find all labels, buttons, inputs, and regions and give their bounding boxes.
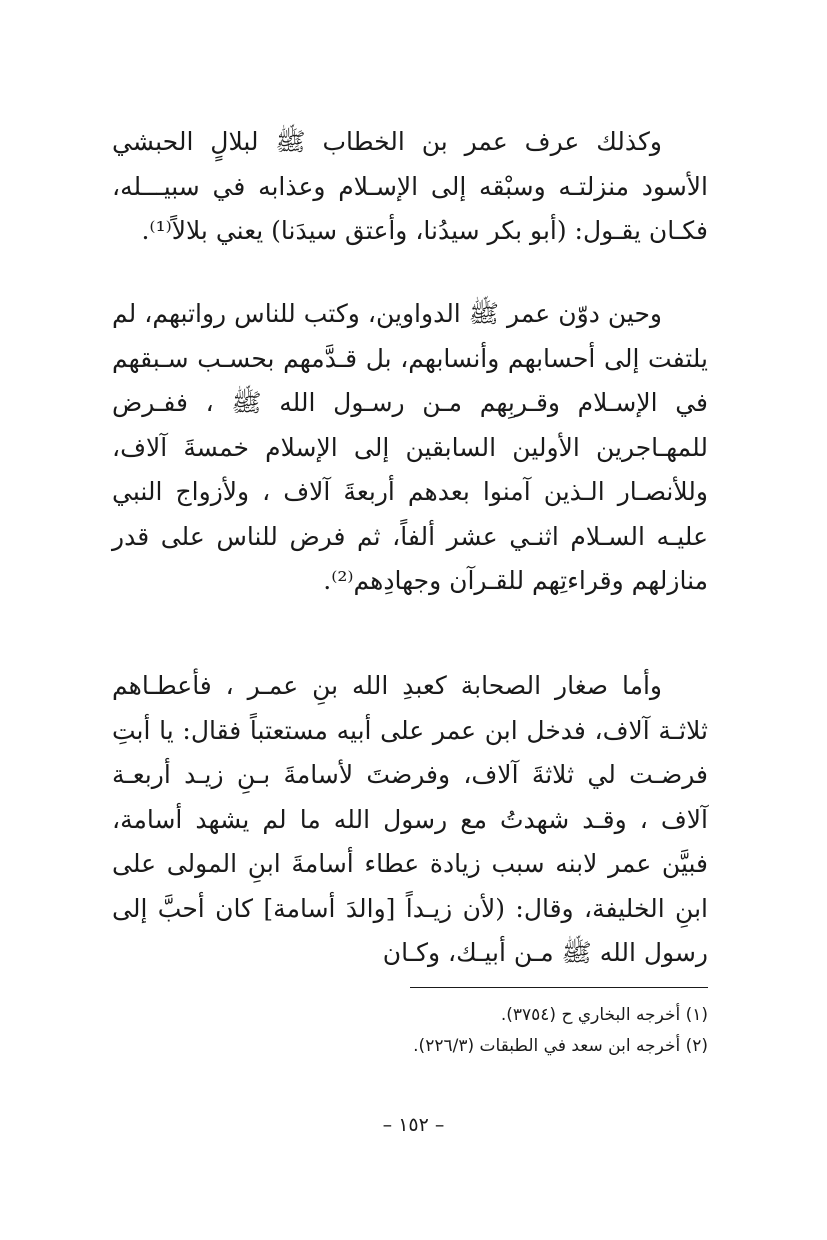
paragraph-3: وأما صغار الصحابة كعبدِ الله بنِ عمـر ، فأعطـاهم ثلاثـة آلاف، فدخل ابن عمر على أبيه مستعتباً فقال: يا أبتِ فرضـت لي ثلاثةَ آلاف، وفرضتَ لأسامةَ بـنِ زيـد أربعـة آلاف ، وقـد شهدتُ مع رسول الله ما لم يشهد أسامة، فبيَّن عمر لابنه سبب زيادة عطاء أسامةَ ابنِ المولى على ابنِ الخليفة، وقال: (لأن زيـداً [والدَ أسامة] كان أحبَّ إلى رسول الله ﷺ مـن أبيـك، وكـان: [112, 671, 708, 967]
paragraph-3-container: [112, 664, 708, 976]
page-number: – ١٥٢ –: [382, 1114, 445, 1136]
footnote-divider: [410, 987, 708, 988]
paragraph-2: وحين دوّن عمر ﷺ الدواوين، وكتب للناس رواتبهم، لم يلتفت إلى أحسابهم وأنسابهم، بل قـدَّمهم بحسـب سـبقهم في الإسـلام وقـربِهم مـن رسـول الله ﷺ ، ففـرض للمهـاجرين الأولين السابقين إلى الإسلام خمسةَ آلاف، وللأنصـار الـذين آمنوا بعدهم أربعةَ آلاف ، ولأزواج النبي عليـه السـلام اثنـي عشر ألفاً، ثم فرض للناس على قدر منازلهم وقراءتِهم للقـرآن وجهادِهم⁽²⁾.: [112, 299, 708, 595]
footnote-1: (١) أخرجه البخاري ح (٣٧٥٤).: [500, 1005, 708, 1025]
footnotes: [300, 1000, 708, 1062]
paragraph-1-container: [112, 120, 708, 254]
paragraph-2-container: [112, 292, 708, 604]
footnote-2: (٢) أخرجه ابن سعد في الطبقات (٢٢٦/٣).: [413, 1036, 708, 1056]
paragraph-1: وكذلك عرف عمر بن الخطاب ﷺ لبلالٍ الحبشي الأسود منزلتـه وسبْقه إلى الإسـلام وعذابه في سبيـــله، فكـان يقـول: (أبو بكر سيدُنا، وأعتق سيدَنا) يعني بلالاً⁽¹⁾.: [112, 127, 708, 245]
